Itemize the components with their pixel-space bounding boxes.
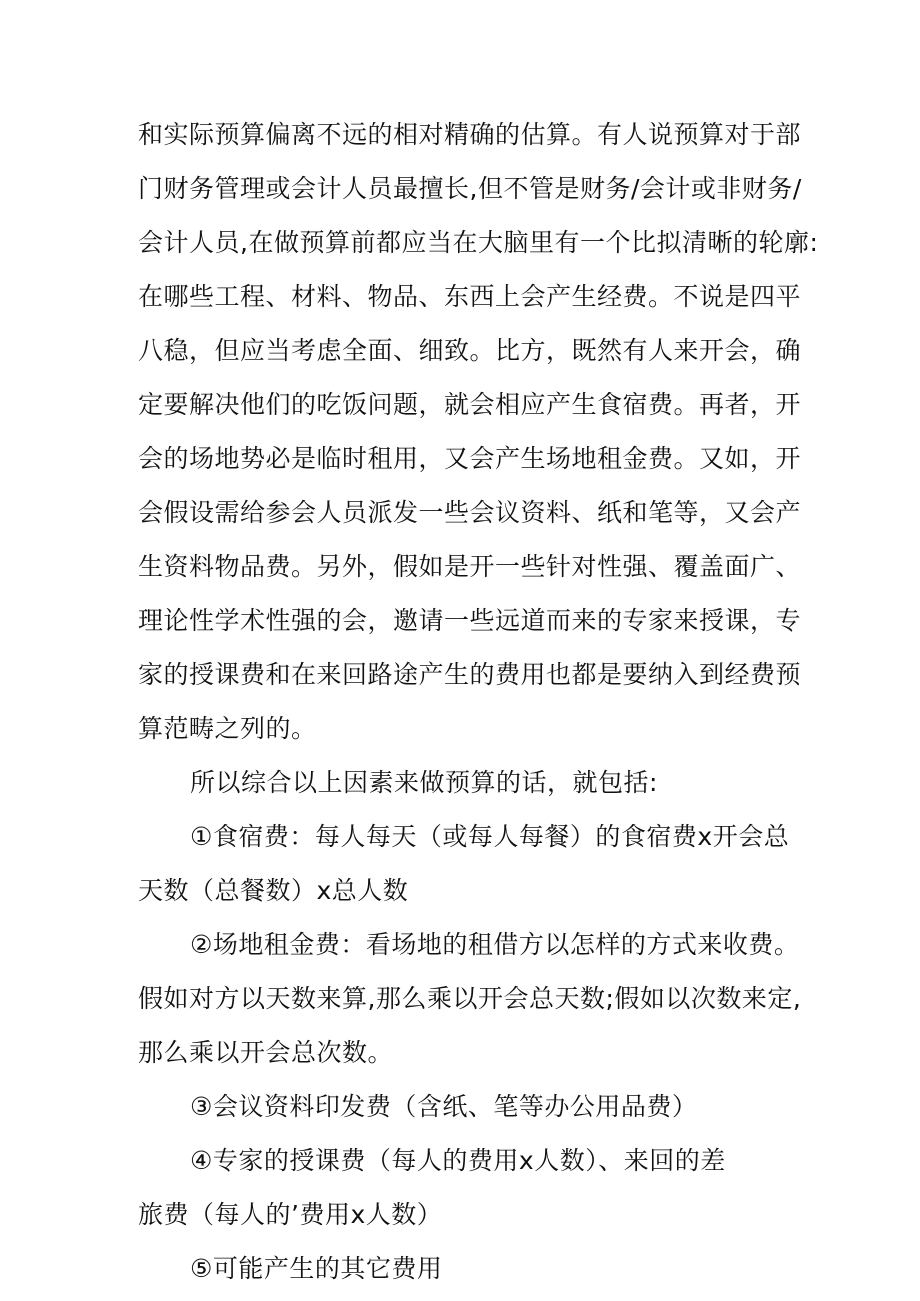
- item-4-line-1: ④专家的授课费（每人的费用x人数）、来回的差: [190, 1146, 726, 1175]
- text-line-8: 会假设需给参会人员派发一些会议资料、纸和笔等，又会产: [138, 498, 802, 527]
- text-line-11: 家的授课费和在来回路途产生的费用也都是要纳入到经费预: [138, 660, 802, 689]
- item-2-line-1: ②场地租金费：看场地的租借方以怎样的方式来收费。: [190, 930, 800, 959]
- item-4-line-2: 旅费（每人的’费用x人数）: [138, 1200, 443, 1229]
- item-2-line-3: 那么乘以开会总次数。: [138, 1038, 394, 1067]
- text-line-10: 理论性学术性强的会，邀请一些远道而来的专家来授课，专: [138, 606, 802, 635]
- item-5-line-1: ⑤可能产生的其它费用: [190, 1254, 443, 1283]
- item-1-line-1: ①食宿费：每人每天（或每人每餐）的食宿费x开会总: [190, 822, 790, 851]
- item-3-line-1: ③会议资料印发费（含纸、笔等办公用品费）: [190, 1092, 698, 1121]
- text-line-5: 八稳，但应当考虑全面、细致。比方，既然有人来开会，确: [138, 336, 802, 365]
- text-line-9: 生资料物品费。另外，假如是开一些针对性强、覆盖面广、: [138, 552, 802, 581]
- text-line-1: 和实际预算偏离不远的相对精确的估算。有人说预算对于部: [138, 120, 802, 149]
- summary-intro-line: 所以综合以上因素来做预算的话，就包括:: [190, 768, 658, 797]
- text-line-2: 门财务管理或会计人员最擅长,但不管是财务/会计或非财务/: [138, 174, 802, 203]
- item-2-line-2: 假如对方以天数来算,那么乘以开会总天数;假如以次数来定,: [138, 984, 802, 1013]
- item-1-line-2: 天数（总餐数）x总人数: [138, 876, 409, 905]
- text-line-3: 会计人员,在做预算前都应当在大脑里有一个比拟清晰的轮廓:: [138, 228, 819, 257]
- document-body: [138, 108, 819, 1296]
- text-line-6: 定要解决他们的吃饭问题，就会相应产生食宿费。再者，开: [138, 390, 802, 419]
- text-line-7: 会的场地势必是临时租用，又会产生场地租金费。又如，开: [138, 444, 802, 473]
- text-line-12: 算范畴之列的。: [138, 714, 317, 743]
- text-line-4: 在哪些工程、材料、物品、东西上会产生经费。不说是四平: [138, 282, 802, 311]
